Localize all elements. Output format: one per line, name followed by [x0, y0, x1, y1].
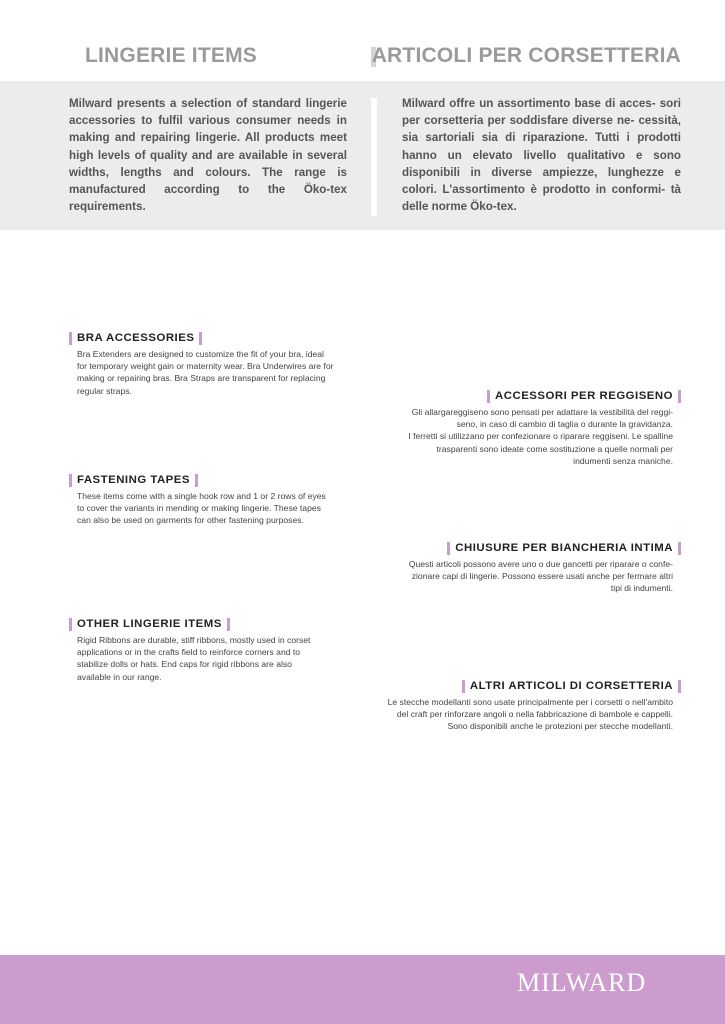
- section-title: FASTENING TAPES: [77, 474, 190, 486]
- logo-wordmark: MILWARD: [517, 968, 647, 994]
- section-title: ACCESSORI PER REGGISENO: [495, 390, 673, 402]
- body-line: indumenti senza maniche.: [573, 455, 673, 466]
- body-line: making or repairing bras. Bra Straps are transparent for replacing: [77, 373, 326, 384]
- section-body: [409, 558, 681, 595]
- body-line: Le stecche modellanti sono usate principalmente per i corsetti o nell'ambito: [387, 697, 673, 707]
- heading-bar-right: [227, 618, 230, 631]
- intro-it-line: cessità, sia sartoriali sia di riparazione. Tutti i: [402, 114, 681, 145]
- section-heading: [408, 389, 681, 403]
- body-line: seno, in caso di cambio di taglia o durante la gravidanza.: [456, 419, 673, 430]
- milward-logo: [517, 968, 695, 994]
- section-title: CHIUSURE PER BIANCHERIA INTIMA: [455, 542, 673, 554]
- page-title-it: ARTICOLI PER CORSETTERIA: [371, 44, 681, 67]
- heading-bar-right: [199, 332, 202, 345]
- intro-text-it: [402, 95, 681, 215]
- intro-en-line: Milward presents a selection of standard lingerie: [69, 97, 347, 110]
- body-line: to cover the variants in mending or making lingerie. These tapes: [77, 503, 321, 514]
- section-body: [69, 490, 359, 527]
- body-line: can also be used on garments for other fastening purposes.: [77, 515, 304, 526]
- section-heading: [409, 541, 681, 555]
- intro-en-line: range is manufactured according to the Öko-tex: [69, 165, 347, 197]
- intro-it-line: e colori. L'assortimento è prodotto in conformi-: [402, 165, 681, 197]
- intro-en-line: meet high levels of quality and are available: [69, 131, 347, 162]
- body-line: for temporary weight gain or maternity wear. Bra Underwires are for: [77, 361, 334, 372]
- section-body: [408, 406, 681, 467]
- intro-en-line: accessories to fulfil various consumer needs: [69, 114, 331, 128]
- intro-en-line: in making and repairing lingerie. All products: [69, 114, 347, 145]
- section-other-lingerie-items: [69, 617, 359, 683]
- heading-bar-right: [678, 680, 681, 693]
- intro-divider: [371, 98, 377, 216]
- section-heading: [69, 617, 359, 631]
- body-line: Rigid Ribbons are durable, stiff ribbons, mostly used in corset: [77, 635, 311, 645]
- page-title-en: LINGERIE ITEMS: [85, 44, 257, 67]
- section-fastening-tapes: [69, 473, 359, 527]
- body-line: These items come with a single hook row and 1 or 2 rows of eyes: [77, 491, 326, 501]
- body-line: Sono disponibili anche le protezioni per stecche modellanti.: [447, 721, 673, 732]
- section-title: BRA ACCESSORIES: [77, 332, 195, 344]
- section-body: [69, 348, 359, 397]
- intro-it-line: sori per corsetteria per soddisfare diverse ne-: [402, 97, 681, 128]
- body-line: trasparenti sono ideate come sostituzione a quelle normali per: [436, 443, 673, 454]
- heading-bar-right: [195, 474, 198, 487]
- section-heading: [69, 331, 359, 345]
- section-heading: [388, 679, 681, 693]
- section-altri-articoli-di-corsetteria: [388, 679, 681, 733]
- body-line: I ferretti si utilizzano per confezionare o riparare reggiseni. Le spalline: [408, 431, 673, 442]
- section-title: ALTRI ARTICOLI DI CORSETTERIA: [469, 680, 673, 692]
- heading-bar-right: [678, 390, 681, 403]
- body-line: applications or in the crafts field to reinforce corners and to: [77, 647, 301, 658]
- intro-it-line: prodotti hanno un elevato livello qualitativo e: [402, 131, 681, 162]
- body-line: stabilize dolls or hats. End caps for rigid ribbons are also: [77, 659, 292, 670]
- body-line: Gli allargareggiseno sono pensati per adattare la vestibilità del reggi-: [411, 407, 673, 417]
- section-body: [69, 634, 359, 683]
- body-line: available in our range.: [77, 671, 162, 682]
- body-line: regular straps.: [77, 385, 132, 396]
- section-chiusure-per-biancheria-intima: [409, 541, 681, 595]
- body-line: Bra Extenders are designed to customize the fit of your bra, ideal: [77, 349, 324, 359]
- body-line: tipi di indumenti.: [610, 583, 673, 594]
- section-bra-accessories: [69, 331, 359, 397]
- body-line: del craft per rinforzare angoli o nella fabbricazione di bambole e cappelli.: [396, 709, 673, 720]
- intro-it-line: tà delle norme Öko-tex.: [402, 183, 681, 214]
- intro-it-line: sono disponibili in diverse ampiezze, lunghezze: [402, 148, 681, 179]
- intro-en-line: in several widths, lengths and colours. The: [69, 148, 347, 179]
- section-accessori-per-reggiseno: [408, 389, 681, 467]
- milward-logo-mark: [517, 968, 695, 994]
- body-line: zionare capi di lingerie. Possono essere usati anche per fermare altri: [411, 571, 673, 582]
- intro-it-line: Milward offre un assortimento base di acces-: [402, 97, 656, 110]
- body-line: Questi articoli possono avere uno o due gancetti per riparare o confe-: [408, 559, 673, 569]
- intro-text-en: [69, 95, 347, 215]
- heading-bar-right: [678, 542, 681, 555]
- section-body: [388, 696, 681, 733]
- section-title: OTHER LINGERIE ITEMS: [77, 618, 222, 630]
- intro-en-line: requirements.: [69, 200, 146, 214]
- section-heading: [69, 473, 359, 487]
